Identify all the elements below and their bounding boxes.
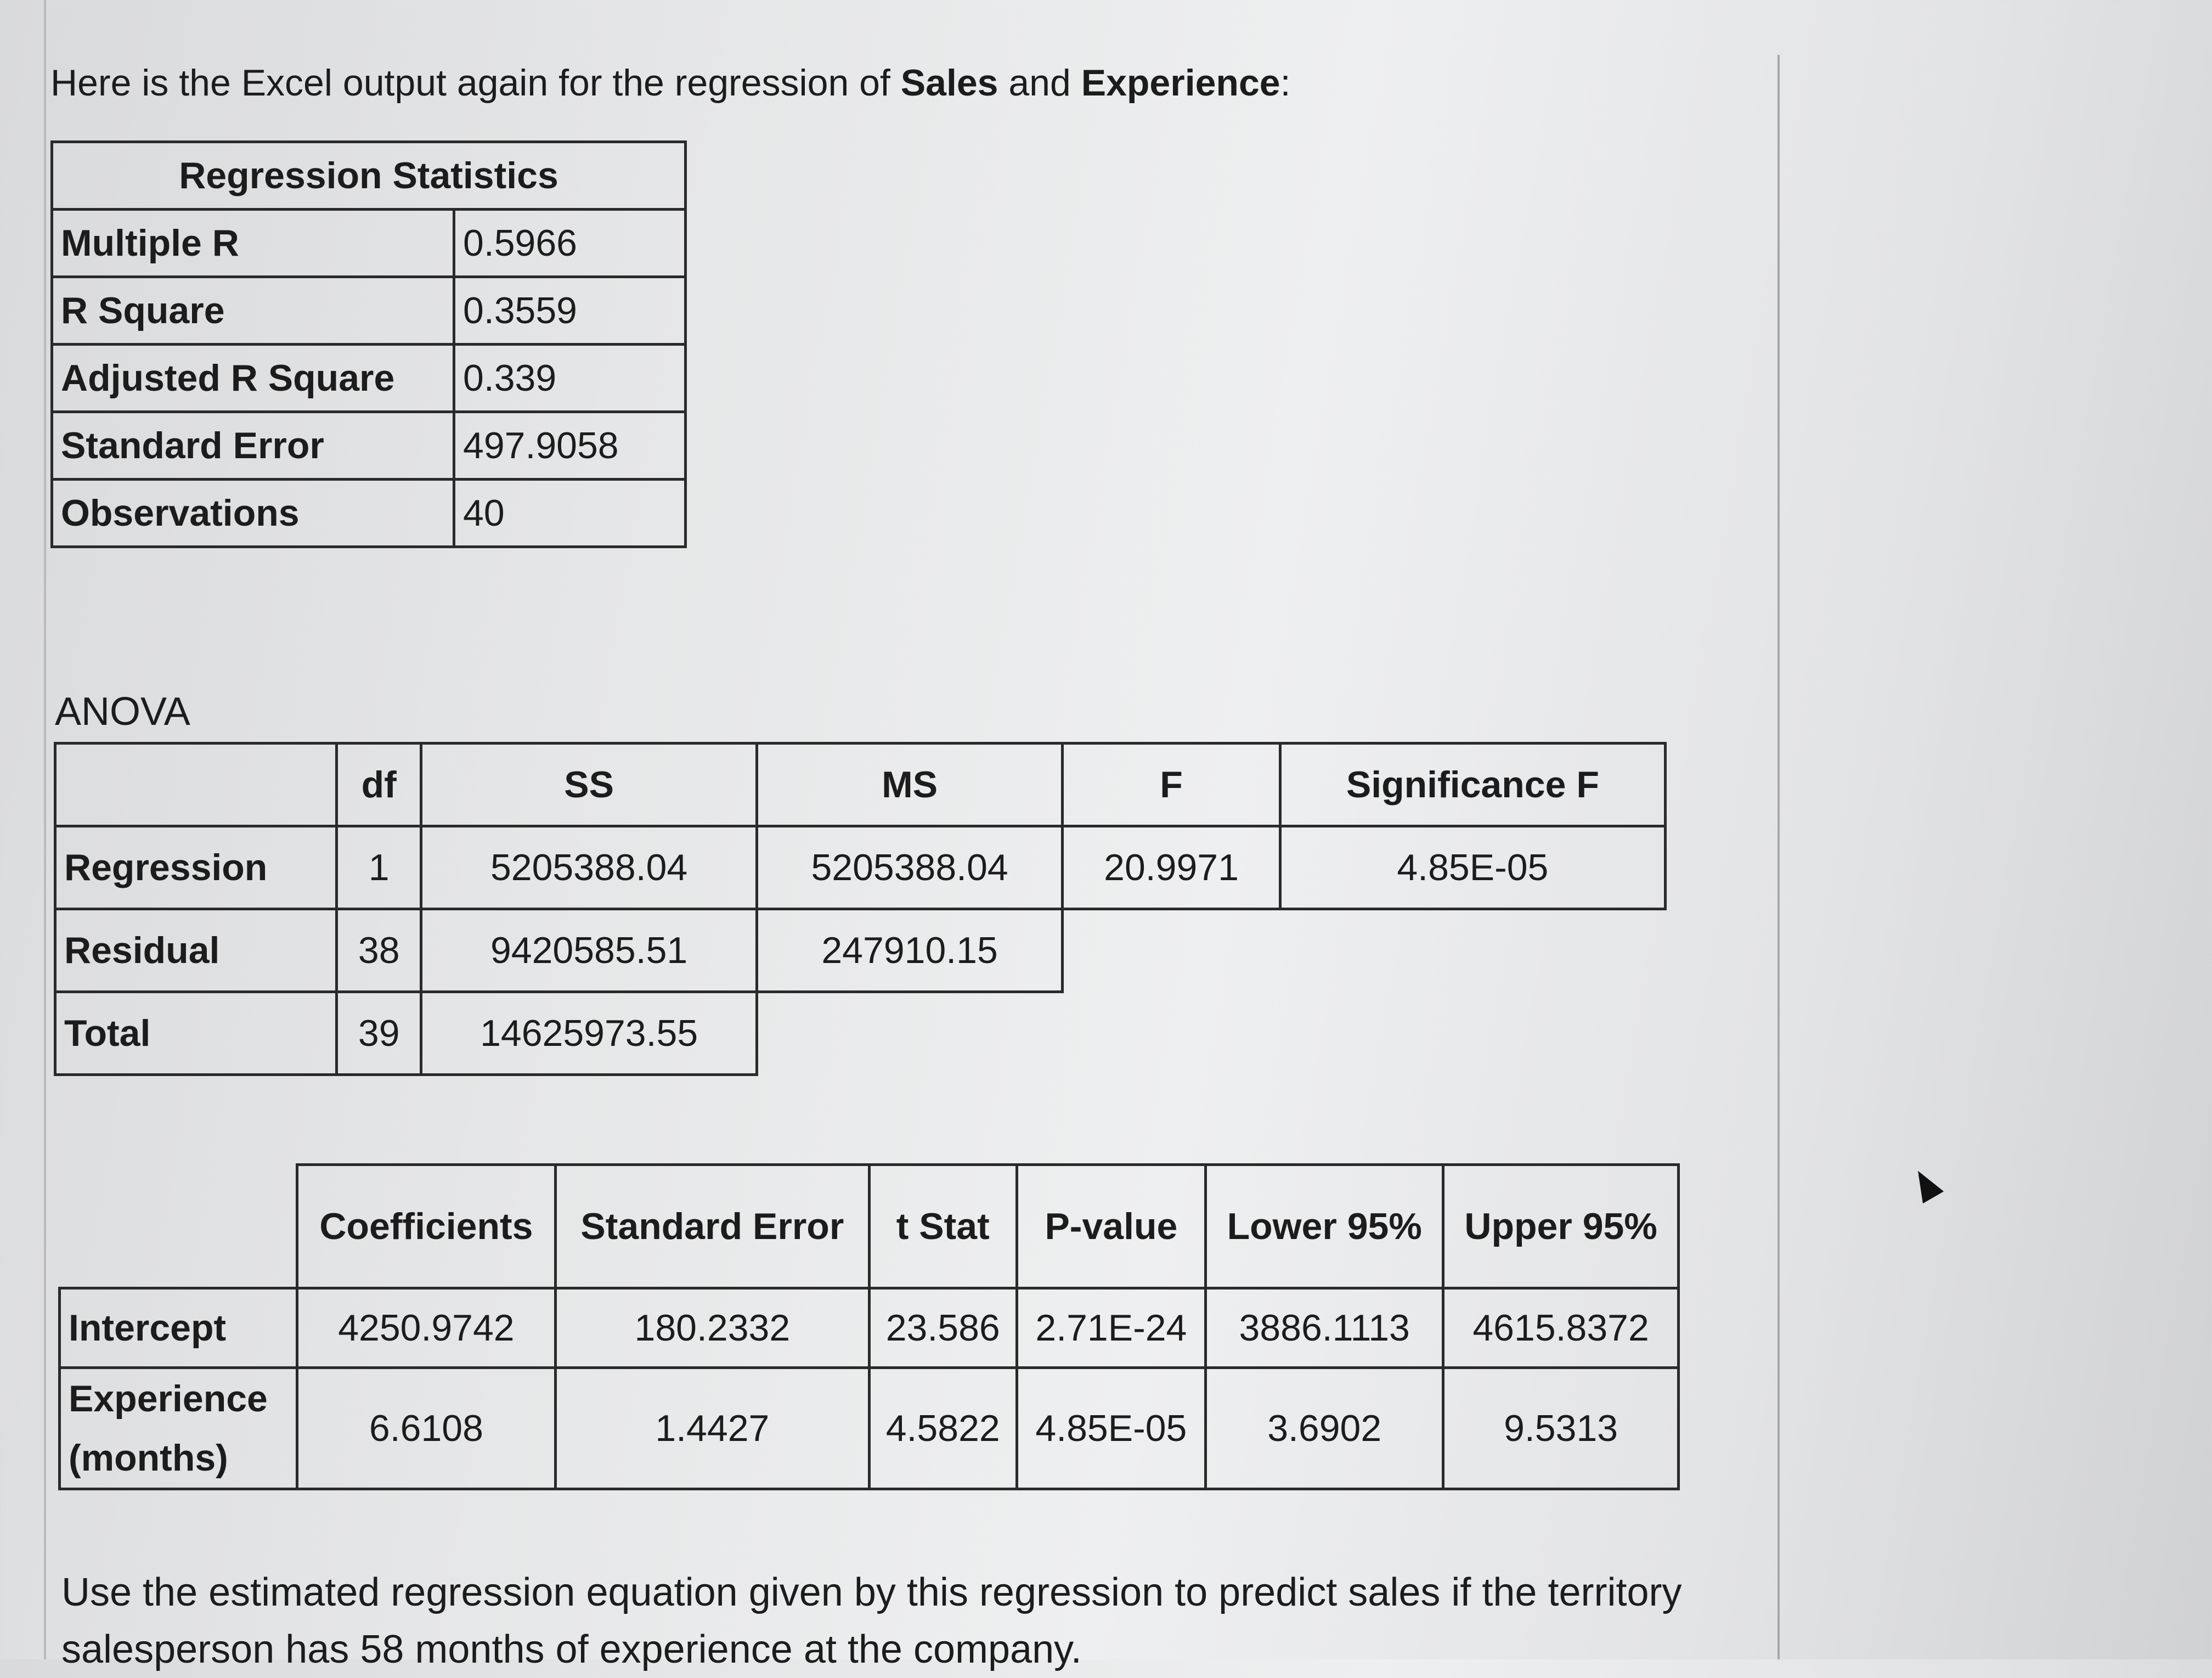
stat-label: Standard Error: [52, 412, 454, 480]
coef-header-p-value: P-value: [1017, 1165, 1206, 1288]
intro-and: and: [998, 62, 1081, 104]
coefficients-table: [58, 1163, 1680, 1490]
anova-ss: 14625973.55: [421, 992, 757, 1075]
coef-header-lower-95: Lower 95%: [1206, 1165, 1443, 1288]
table-row: [60, 1368, 1679, 1489]
coef-p-value: 2.71E-24: [1017, 1288, 1206, 1368]
empty-cell: [1063, 909, 1280, 992]
coef-row-label: Experience (months): [60, 1368, 297, 1489]
intro-var-sales: Sales: [900, 62, 998, 104]
anova-header-significance-f: Significance F: [1280, 744, 1665, 826]
coef-lower-95: 3.6902: [1206, 1368, 1443, 1489]
table-row: [52, 345, 686, 412]
coef-header-coefficients: Coefficients: [297, 1165, 556, 1288]
coef-p-value: 4.85E-05: [1017, 1368, 1206, 1489]
mouse-pointer-icon: [1908, 1165, 1944, 1203]
anova-header-f: F: [1063, 744, 1280, 826]
anova-f: 20.9971: [1063, 826, 1280, 909]
anova-header-ms: MS: [757, 744, 1063, 826]
table-row: [52, 480, 686, 547]
stat-label: R Square: [52, 277, 454, 345]
table-row: [52, 210, 686, 277]
coef-t-stat: 4.5822: [869, 1368, 1017, 1489]
anova-table: [54, 742, 1667, 1076]
anova-row-label: Residual: [55, 909, 337, 992]
table-row: [60, 1288, 1679, 1368]
table-row: [55, 826, 1666, 909]
intro-prefix: Here is the Excel output again for the regression of: [50, 62, 901, 104]
anova-ss: 9420585.51: [421, 909, 757, 992]
coef-header-blank: [60, 1165, 297, 1288]
coef-t-stat: 23.586: [869, 1288, 1017, 1368]
anova-row-label: Regression: [55, 826, 337, 909]
empty-cell: [757, 992, 1063, 1075]
empty-cell: [1280, 992, 1665, 1075]
intro-suffix: :: [1280, 62, 1291, 104]
anova-df: 38: [337, 909, 421, 992]
regression-statistics-title: Regression Statistics: [52, 142, 686, 210]
question-text: Use the estimated regression equation given by this regression to predict sales if the territory salesperson has 58 months of experience at the company.: [61, 1570, 1682, 1671]
table-row: [55, 909, 1666, 992]
table-row: [52, 412, 686, 480]
table-header-row: [55, 744, 1666, 826]
stat-value: 497.9058: [454, 412, 686, 480]
table-row: [55, 992, 1666, 1075]
coef-header-standard-error: Standard Error: [555, 1165, 869, 1288]
anova-header-df: df: [337, 744, 421, 826]
coef-header-t-stat: t Stat: [869, 1165, 1017, 1288]
coef-value: 4250.9742: [297, 1288, 556, 1368]
anova-df: 39: [337, 992, 421, 1075]
stat-label: Observations: [52, 480, 454, 547]
coef-standard-error: 1.4427: [555, 1368, 869, 1489]
coef-value: 6.6108: [297, 1368, 556, 1489]
anova-header-ss: SS: [421, 744, 757, 826]
coef-upper-95: 4615.8372: [1443, 1288, 1679, 1368]
table-row: [52, 277, 686, 345]
coef-standard-error: 180.2332: [555, 1288, 869, 1368]
empty-cell: [1280, 909, 1665, 992]
coef-header-upper-95: Upper 95%: [1443, 1165, 1679, 1288]
intro-var-experience: Experience: [1081, 62, 1280, 104]
coef-lower-95: 3886.1113: [1206, 1288, 1443, 1368]
stat-value: 0.3559: [454, 277, 686, 345]
table-header-row: [60, 1165, 1679, 1288]
anova-ms: 247910.15: [757, 909, 1063, 992]
anova-header-blank: [55, 744, 337, 826]
intro-text: [50, 61, 1291, 104]
anova-significance-f: 4.85E-05: [1280, 826, 1665, 909]
anova-ms: 5205388.04: [757, 826, 1063, 909]
stat-label: Adjusted R Square: [52, 345, 454, 412]
anova-title: ANOVA: [55, 690, 190, 734]
anova-df: 1: [337, 826, 421, 909]
empty-cell: [1063, 992, 1280, 1075]
stat-value: 0.339: [454, 345, 686, 412]
coef-row-label: Intercept: [60, 1288, 297, 1368]
page-border: [1778, 55, 1780, 1659]
stat-value: 40: [454, 480, 686, 547]
anova-ss: 5205388.04: [421, 826, 757, 909]
stat-value: 0.5966: [454, 210, 686, 277]
coef-upper-95: 9.5313: [1443, 1368, 1679, 1489]
stat-label: Multiple R: [52, 210, 454, 277]
regression-statistics-table: [50, 140, 687, 548]
anova-row-label: Total: [55, 992, 337, 1075]
